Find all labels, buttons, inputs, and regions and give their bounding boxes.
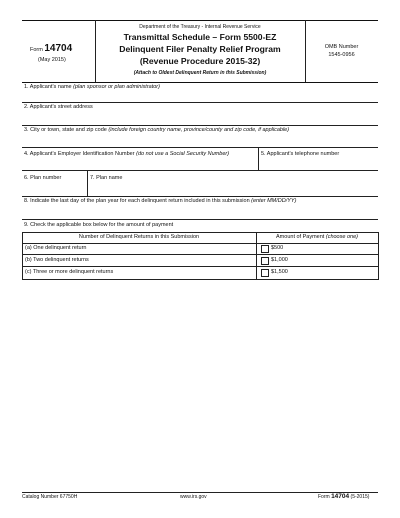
title-line-2: Delinquent Filer Penalty Relief Program [119,44,281,54]
telephone-field[interactable] [259,159,378,169]
field-3-label: 3. City or town, state and zip code (include foreign country name, province/county and zip code, if applicable) [24,127,290,133]
field-1-label: 1. Applicant’s name (plan sponsor or plan administrator) [24,84,160,90]
omb-label: OMB Number [324,44,359,50]
city-state-zip-field[interactable] [22,135,378,146]
checkbox-500[interactable] [261,245,269,253]
ein-field[interactable] [22,159,257,169]
plan-name-field[interactable] [88,183,378,195]
street-address-field[interactable] [22,112,378,124]
header-divider-right [305,20,306,82]
top-rule [22,20,378,21]
payment-row-label-c: (c) Three or more delinquent returns [25,269,114,275]
plan-number-field[interactable] [22,183,86,195]
field-5-label: 5. Applicant’s telephone number [261,151,340,157]
field-2-label: 2. Applicant’s street address [24,104,93,110]
payment-amount-b: $1,000 [271,257,288,263]
footer-form-id: Form 14704 (5-2015) [318,493,370,500]
payment-amount-c: $1,500 [271,269,288,275]
field-6-label: 6. Plan number [24,175,62,181]
field-4-label: 4. Applicant’s Employer Identification Number (do not use a Social Security Number) [24,151,230,157]
header-bottom-rule [22,82,378,83]
field-7-label: 7. Plan name [90,175,123,181]
payment-row-rule-2 [22,266,378,267]
rule-2 [22,125,378,126]
form-id: Form 14704 [30,43,73,54]
field-9-label: 9. Check the applicable box below for the amount of payment [24,222,174,228]
footer-rule [22,492,378,493]
rule-4 [22,170,378,171]
payment-col1-header: Number of Delinquent Returns in this Submission [78,234,200,240]
field-8-label: 8. Indicate the last day of the plan year for each delinquent return included in this submission (enter MM/DD/YY) [24,198,297,204]
rule-5 [22,196,378,197]
payment-row-rule-1 [22,254,378,255]
form-date: (May 2015) [38,57,66,63]
payment-col2-header: Amount of Payment (choose one) [276,234,358,240]
title-line-1: Transmittal Schedule – Form 5500-EZ [123,32,277,42]
title-line-3: (Revenue Procedure 2015-32) [139,56,261,66]
omb-number: 1545-0956 [328,52,355,58]
rule-6 [22,219,378,220]
applicant-name-field[interactable] [22,92,378,101]
rule-1 [22,102,378,103]
agency-name: Department of the Treasury - Internal Revenue Service [139,24,261,30]
payment-row-label-b: (b) Two delinquent returns [25,257,89,263]
checkbox-1500[interactable] [261,269,269,277]
subtitle: (Attach to Oldest Delinquent Return in this Submission) [133,70,267,76]
catalog-number: Catalog Number 67750H [22,494,78,500]
form-number: 14704 [44,43,73,54]
checkbox-1000[interactable] [261,257,269,265]
payment-amount-a: $500 [271,245,284,251]
rule-3 [22,147,378,148]
plan-year-end-field[interactable] [22,206,378,218]
website: www.irs.gov [180,494,207,500]
payment-row-label-a: (a) One delinquent return [25,245,87,251]
payment-table-header-rule [22,243,378,244]
